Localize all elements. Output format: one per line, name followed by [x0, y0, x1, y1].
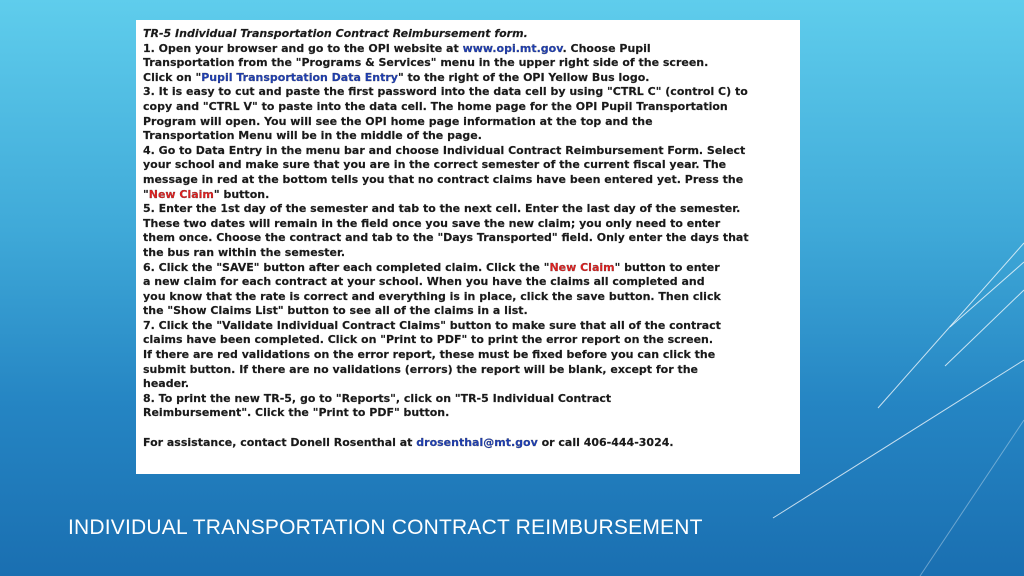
contact-text: or call 406-444-3024. [537, 435, 674, 449]
deco-line [950, 262, 1024, 327]
step-3-line: Program will open. You will see the OPI home page information at the top and the [143, 114, 653, 128]
step-4-line: message in red at the bottom tells you that no contract claims have been entered yet. Press the [143, 172, 744, 186]
step-6-line: a new claim for each contract at your school. When you have the claims all completed and [143, 275, 705, 289]
deco-line [773, 360, 1024, 518]
step-1-text: " to the right of the OPI Yellow Bus logo. [397, 70, 650, 84]
step-4-line: your school and make sure that you are in the correct semester of the current fiscal year. The [143, 158, 727, 172]
step-7-line: claims have been completed. Click on "Print to PDF" to print the error report on the screen. [143, 333, 714, 347]
new-claim-label: New Claim [148, 187, 214, 201]
step-5-line: These two dates will remain in the field once you save the new claim; you only need to enter [143, 216, 721, 230]
step-8-line: Reimbursement". Click the "Print to PDF" button. [143, 406, 450, 420]
contact-email-link[interactable]: drosenthal@mt.gov [416, 435, 538, 449]
step-6-line: you know that the rate is correct and everything is in place, click the save button. Then click [143, 289, 721, 303]
form-title: TR-5 Individual Transportation Contract Reimbursement form. [143, 27, 528, 40]
step-1-text: 1. Open your browser and go to the OPI website at [143, 41, 463, 55]
step-7-line: submit button. If there are no validations (errors) the report will be blank, except for the [143, 362, 699, 376]
step-4-line: 4. Go to Data Entry in the menu bar and choose Individual Contract Reimbursement Form. Select [143, 143, 746, 157]
step-1-line [143, 42, 792, 57]
step-5-line: the bus ran within the semester. [143, 245, 346, 259]
step-6-line [143, 261, 792, 276]
deco-line [920, 420, 1024, 576]
step-1-line: Transportation from the "Programs & Services" menu in the upper right side of the screen. [143, 56, 709, 70]
contact-line [143, 436, 792, 451]
step-3-line: 3. It is easy to cut and paste the first password into the data cell by using "CTRL C" (control C) to [143, 85, 748, 99]
data-entry-link[interactable]: Pupil Transportation Data Entry [201, 70, 398, 84]
step-5-line: them once. Choose the contract and tab to the "Days Transported" field. Only enter the days that [143, 231, 749, 245]
instructions-document [136, 20, 800, 474]
spacer [143, 421, 792, 436]
step-5-line: 5. Enter the 1st day of the semester and tab to the next cell. Enter the last day of the semester. [143, 202, 741, 216]
step-4-line [143, 188, 792, 203]
deco-line [878, 243, 1024, 408]
contact-text: For assistance, contact Donell Rosenthal at [143, 435, 417, 449]
step-6-line: the "Show Claims List" button to see all of the claims in a list. [143, 304, 528, 318]
step-4-text: " button. [213, 187, 270, 201]
step-3-line: Transportation Menu will be in the middle of the page. [143, 129, 482, 143]
step-7-line: 7. Click the "Validate Individual Contract Claims" button to make sure that all of the contract [143, 318, 721, 332]
step-1-text: Click on " [143, 70, 202, 84]
step-7-line: header. [143, 377, 190, 391]
step-6-text: 6. Click the "SAVE" button after each completed claim. Click the " [143, 260, 550, 274]
slide-title: INDIVIDUAL TRANSPORTATION CONTRACT REIMBURSEMENT [68, 516, 703, 539]
step-3-line: copy and "CTRL V" to paste into the data cell. The home page for the OPI Pupil Transportation [143, 99, 728, 113]
new-claim-label: New Claim [549, 260, 615, 274]
step-4-text: " [143, 187, 149, 201]
opi-website-link[interactable]: www.opi.mt.gov [462, 41, 563, 55]
deco-line [945, 290, 1024, 366]
step-1-text: . Choose Pupil [562, 41, 651, 55]
step-1-line [143, 71, 792, 86]
step-6-text: " button to enter [614, 260, 720, 274]
step-8-line: 8. To print the new TR-5, go to "Reports", click on "TR-5 Individual Contract [143, 391, 612, 405]
step-7-line: If there are red validations on the error report, these must be fixed before you can click the [143, 348, 716, 362]
